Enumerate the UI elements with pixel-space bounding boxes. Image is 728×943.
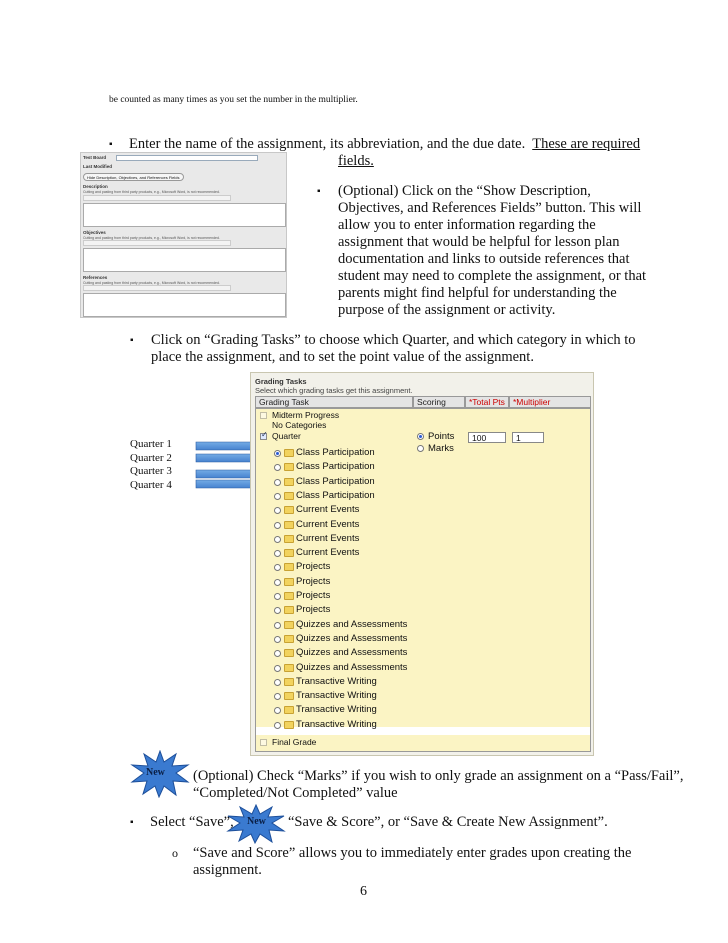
folder-icon [284, 478, 294, 486]
category-radio[interactable] [274, 593, 281, 600]
bullet-marker: ▪ [317, 186, 321, 197]
test-board-input[interactable] [116, 155, 258, 161]
bullet-2-line: purpose of the assignment or activity. [338, 302, 556, 318]
sub-bullet-marker: o [172, 846, 178, 860]
objectives-hint: Cutting and pasting from third party products, e.g., Microsoft Word, is not recommended. [83, 236, 220, 240]
midterm-checkbox[interactable] [260, 412, 267, 419]
bullet-2-line: student may need to complete the assignment, or that [338, 268, 647, 284]
description-label: Description [83, 184, 108, 189]
marks-line-1: (Optional) Check “Marks” if you wish to only grade an assignment on a “Pass/Fail”, [193, 768, 684, 784]
quarter-label: Quarter 1 [130, 438, 172, 450]
points-label: Points [428, 431, 455, 442]
grading-tasks-subtitle: Select which grading tasks get this assignment. [255, 386, 413, 395]
quarter-label: Quarter 2 [130, 451, 172, 464]
marks-radio[interactable] [417, 445, 424, 452]
folder-icon [284, 649, 294, 657]
bullet-2-line: documentation and links to outside references that [338, 251, 630, 267]
save-line-post: “Save & Score”, or “Save & Create New Assignment”. [288, 814, 608, 830]
bullet-1-required: These are required [532, 136, 641, 152]
category-radio[interactable] [274, 450, 281, 457]
category-radio[interactable] [274, 522, 281, 529]
sub-line-2: assignment. [193, 862, 262, 878]
bullet-2-line: assignment that would be helpful for lesson plan [338, 234, 620, 250]
multiplier-input[interactable]: 1 [512, 432, 544, 443]
description-textarea[interactable] [83, 203, 286, 227]
folder-icon [284, 521, 294, 529]
folder-icon [284, 549, 294, 557]
category-label: Transactive Writing [296, 718, 377, 730]
quarter-labels [130, 438, 172, 492]
col-multiplier: *Multiplier [509, 396, 591, 408]
bullet-1-main: Enter the name of the assignment, its abbreviation, and the due date. [129, 136, 526, 152]
last-modified-label: Last Modified [83, 164, 112, 169]
category-label: Quizzes and Assessments [296, 632, 408, 644]
new-badge-label: New [146, 767, 165, 778]
category-label: Current Events [296, 532, 360, 544]
page-number: 6 [360, 884, 367, 899]
folder-icon [284, 563, 294, 571]
bullet-3-line-2: place the assignment, and to set the point value of the assignment. [151, 349, 534, 365]
folder-icon [284, 706, 294, 714]
folder-icon [284, 606, 294, 614]
category-radio[interactable] [274, 622, 281, 629]
bullet-2-line: (Optional) Click on the “Show Description, [338, 183, 591, 199]
folder-icon [284, 463, 294, 471]
bullet-1-text [129, 136, 640, 153]
bullet-3-line-1: Click on “Grading Tasks” to choose which Quarter, and which category in which to [151, 332, 636, 348]
quarter-label: Quarter 3 [130, 465, 172, 477]
col-grading-task: Grading Task [255, 396, 413, 408]
col-scoring-type: Scoring [413, 396, 465, 408]
objectives-toolbar[interactable] [83, 240, 231, 246]
quarter-checkbox[interactable] [260, 430, 268, 440]
category-label: Projects [296, 561, 331, 573]
category-label: Class Participation [296, 461, 375, 473]
folder-icon [284, 506, 294, 514]
objectives-textarea[interactable] [83, 248, 286, 272]
bullet-marker: ▪ [130, 335, 134, 346]
category-label: Transactive Writing [296, 704, 377, 716]
folder-icon [284, 592, 294, 600]
folder-icon [284, 692, 294, 700]
category-label: Class Participation [296, 475, 375, 487]
folder-icon [284, 449, 294, 457]
bullet-2-line: allow you to enter information regarding the [338, 217, 596, 233]
folder-icon [284, 721, 294, 729]
check-icon: ✓ [261, 430, 268, 439]
folder-icon [284, 492, 294, 500]
col-total-pts: *Total Pts [465, 396, 509, 408]
intro-line: be counted as many times as you set the number in the multiplier. [109, 95, 358, 105]
midterm-label: Midterm Progress [272, 410, 340, 420]
category-radio[interactable] [274, 493, 281, 500]
bullet-2-line: parents might find helpful for understanding the [338, 285, 617, 301]
category-label: Class Participation [296, 447, 375, 458]
marks-label: Marks [428, 443, 454, 454]
form-screenshot [80, 152, 287, 318]
folder-icon [284, 664, 294, 672]
save-line-pre: Select “Save”, [150, 814, 234, 830]
folder-icon [284, 535, 294, 543]
category-radio[interactable] [274, 579, 281, 586]
no-categories-label: No Categories [272, 420, 327, 430]
category-radio[interactable] [274, 679, 281, 686]
category-label: Quizzes and Assessments [296, 647, 408, 659]
final-grade-label: Final Grade [272, 737, 317, 747]
marks-line-2: “Completed/Not Completed” value [193, 785, 398, 801]
references-textarea[interactable] [83, 293, 286, 317]
category-label: Projects [296, 604, 331, 616]
category-label: Current Events [296, 547, 360, 559]
bullet-1-required-2: fields. [338, 153, 374, 169]
objectives-label: Objectives [83, 230, 106, 235]
sub-line-1: “Save and Score” allows you to immediately enter grades upon creating the [193, 845, 632, 861]
new-badge-label: New [247, 816, 266, 827]
category-radio[interactable] [274, 722, 281, 729]
category-label: Current Events [296, 518, 360, 530]
bullet-2-text [338, 183, 658, 319]
grading-tasks-list [255, 408, 591, 752]
category-radio[interactable] [274, 665, 281, 672]
bullet-2-line: Objectives, and References Fields” button. This will [338, 200, 642, 216]
category-label: Quizzes and Assessments [296, 661, 408, 673]
category-label: Projects [296, 575, 331, 587]
test-board-label: Test Board [83, 155, 107, 160]
quarter-label: Quarter 4 [130, 478, 172, 491]
category-label: Transactive Writing [296, 675, 377, 687]
category-label: Quizzes and Assessments [296, 618, 408, 630]
description-hint: Cutting and pasting from third party products, e.g., Microsoft Word, is not recommended. [83, 190, 220, 194]
final-grade-checkbox[interactable] [260, 739, 267, 746]
grading-tasks-panel [250, 372, 594, 756]
folder-icon [284, 635, 294, 643]
folder-icon [284, 678, 294, 686]
references-hint: Cutting and pasting from third party products, e.g., Microsoft Word, is not recommended. [83, 281, 220, 285]
category-label: Transactive Writing [296, 690, 377, 702]
category-radio[interactable] [274, 479, 281, 486]
category-label: Projects [296, 590, 331, 601]
grading-tasks-title: Grading Tasks [255, 377, 307, 386]
references-toolbar[interactable] [83, 285, 231, 291]
category-radio[interactable] [274, 636, 281, 643]
points-radio[interactable] [417, 433, 424, 440]
folder-icon [284, 578, 294, 586]
show-description-button[interactable]: Hide Description, Objectives, and References Fields [83, 173, 184, 181]
description-toolbar[interactable] [83, 195, 231, 201]
category-label: Current Events [296, 504, 360, 516]
references-label: References [83, 275, 108, 280]
category-label: Class Participation [296, 489, 375, 501]
category-radio[interactable] [274, 536, 281, 543]
quarter-label: Quarter [272, 431, 301, 441]
total-pts-input[interactable]: 100 [468, 432, 506, 443]
bullet-marker: ▪ [130, 817, 134, 828]
folder-icon [284, 621, 294, 629]
bullet-marker: ▪ [109, 139, 113, 150]
